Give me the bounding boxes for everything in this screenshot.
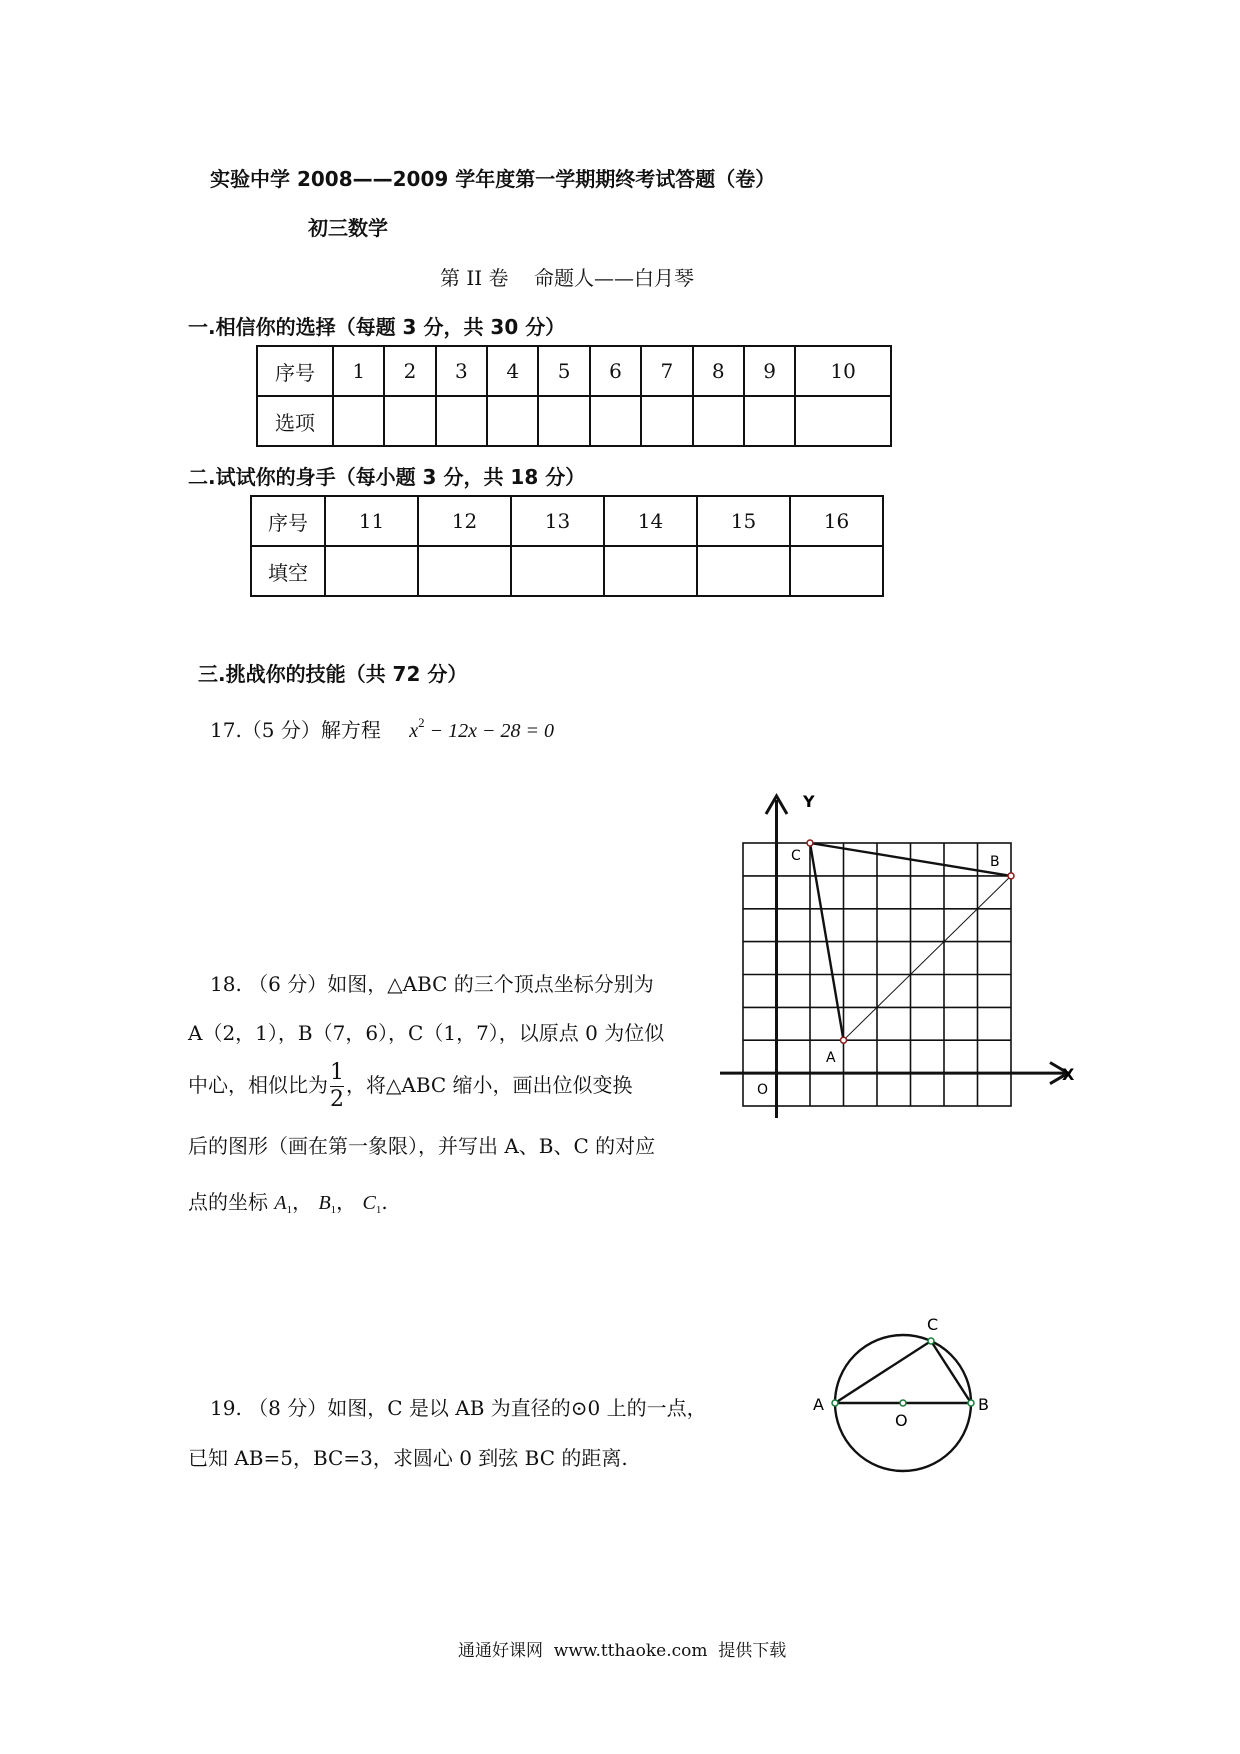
- x-axis-label: X: [1062, 1065, 1075, 1084]
- triangle-side-ab: [844, 876, 1012, 1040]
- eq-exponent: 2: [418, 715, 425, 730]
- vertex-a: [841, 1037, 847, 1043]
- question-18-line-5a: 点的坐标: [188, 1190, 268, 1214]
- section-3-heading: 三.挑战你的技能（共 72 分）: [198, 662, 468, 686]
- row-label: 选项: [257, 396, 333, 446]
- question-18-line-3a: 中心，相似比为: [188, 1073, 328, 1097]
- question-19-line-2: 已知 AB=5，BC=3，求圆心 0 到弦 BC 的距离.: [188, 1446, 628, 1470]
- fraction-denominator: 2: [330, 1087, 344, 1112]
- point-b1: $B_1$: [318, 1192, 337, 1216]
- chord-ac: [835, 1341, 931, 1403]
- table-cell: 4: [487, 346, 538, 396]
- table-cell: 14: [604, 496, 697, 546]
- exam-title: 实验中学 2008——2009 学年度第一学期期终考试答题（卷）: [210, 167, 776, 191]
- table-cell: 16: [790, 496, 883, 546]
- question-18-line-2: A（2，1），B（7，6），C（1，7），以原点 0 为位似: [188, 1021, 665, 1045]
- subject-title: 初三数学: [308, 216, 388, 240]
- eq-var: x: [409, 720, 419, 742]
- grid: [743, 843, 1011, 1106]
- table-cell: 6: [590, 346, 641, 396]
- row-label: 序号: [257, 346, 333, 396]
- vertex-b-label: B: [990, 854, 1000, 870]
- point-b: [968, 1400, 974, 1406]
- vertex-a-label: A: [826, 1050, 836, 1066]
- table-cell: 3: [436, 346, 487, 396]
- center-o: [900, 1400, 906, 1406]
- center-label: O: [895, 1411, 908, 1430]
- section-1-heading: 一.相信你的选择（每题 3 分，共 30 分）: [188, 315, 566, 339]
- eq-rest: − 12x − 28 = 0: [424, 720, 555, 742]
- table-cell: 15: [697, 496, 790, 546]
- point-c1: $C_1$: [362, 1192, 382, 1216]
- point-c: [928, 1338, 934, 1344]
- table-cell: 9: [744, 346, 795, 396]
- table-cell: 2: [384, 346, 435, 396]
- question-18-line-1: 18. （6 分）如图，△ABC 的三个顶点坐标分别为: [210, 972, 654, 996]
- table-cell: 7: [641, 346, 692, 396]
- origin-label: O: [757, 1082, 769, 1098]
- point-a1: $A_1$: [274, 1192, 293, 1216]
- question-17-prefix: 17.（5 分）解方程: [210, 718, 381, 742]
- table-cell: 13: [511, 496, 604, 546]
- chord-bc: [931, 1341, 971, 1403]
- table-cell: 5: [538, 346, 589, 396]
- point-b-label: B: [978, 1395, 989, 1414]
- point-a: [832, 1400, 838, 1406]
- section-2-heading: 二.试试你的身手（每小题 3 分，共 18 分）: [188, 465, 586, 489]
- circle-figure: [813, 1315, 989, 1471]
- table-cell: 10: [795, 346, 891, 396]
- row-label: 序号: [251, 496, 325, 546]
- question-18-line-4: 后的图形（画在第一象限），并写出 A、B、C 的对应: [188, 1134, 656, 1158]
- table-cell: 11: [325, 496, 418, 546]
- table-cell: 8: [693, 346, 744, 396]
- row-label: 填空: [251, 546, 325, 596]
- vertex-c: [807, 840, 813, 846]
- table-cell: 12: [418, 496, 511, 546]
- question-18-line-5: 点的坐标 $A_1$， $B_1$， $C_1$.: [188, 1190, 388, 1216]
- paper-info: 第 II 卷 命题人——白月琴: [440, 266, 694, 290]
- point-a-label: A: [813, 1395, 824, 1414]
- fraction-numerator: 1: [330, 1060, 344, 1085]
- question-19-line-1: 19. （8 分）如图，C 是以 AB 为直径的⊙0 上的一点，: [210, 1396, 707, 1420]
- vertex-c-label: C: [791, 848, 801, 864]
- question-18-line-3b: ，将△ABC 缩小，画出位似变换: [346, 1073, 633, 1097]
- point-c-label: C: [927, 1315, 939, 1334]
- table-cell: 1: [333, 346, 384, 396]
- vertex-b: [1008, 873, 1014, 879]
- y-axis-label: Y: [803, 792, 815, 811]
- footer-text: 通通好课网 www.tthaoke.com 提供下载: [458, 1641, 787, 1661]
